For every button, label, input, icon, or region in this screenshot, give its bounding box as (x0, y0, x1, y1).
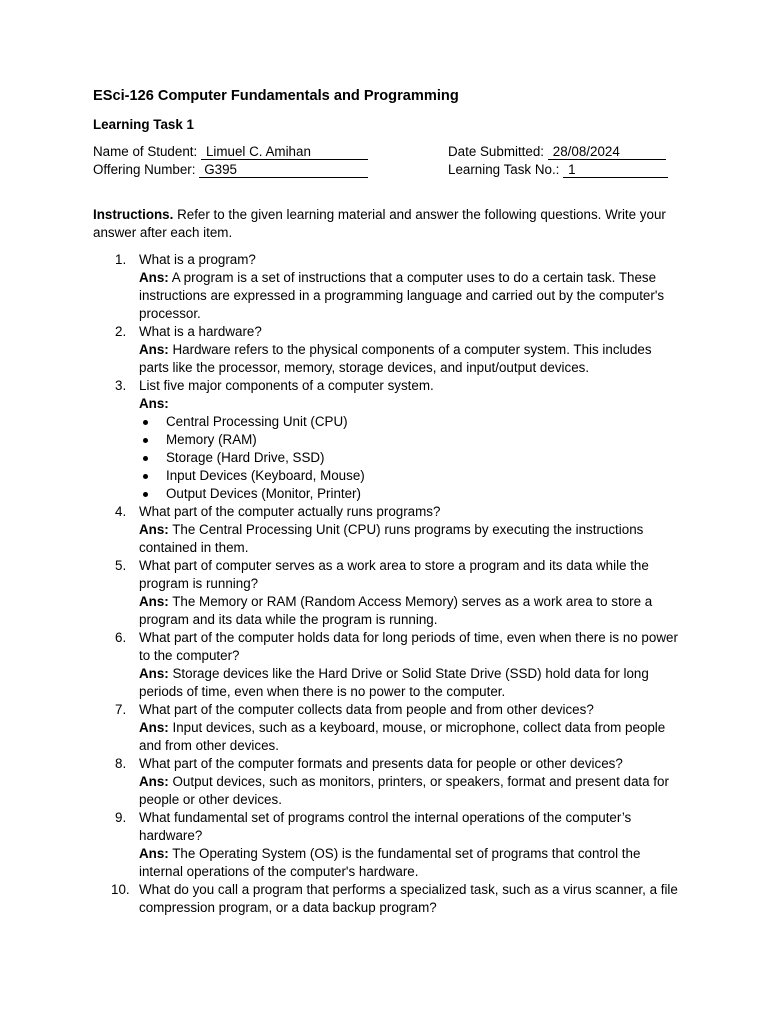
instructions (93, 206, 683, 242)
question-item (93, 377, 683, 503)
answer-text: The Operating System (OS) is the fundamental set of programs that control the internal operations of the computer's hardware. (139, 846, 641, 879)
answer (139, 845, 683, 881)
student-name-field (93, 143, 368, 161)
answer (139, 719, 683, 755)
question-text: What fundamental set of programs control the internal operations of the computer’s hardware? (139, 810, 632, 843)
answer-text: The Memory or RAM (Random Access Memory) serves as a work area to store a program and its data while the program is running. (139, 594, 653, 627)
question-item (93, 251, 683, 323)
list-item (139, 449, 683, 467)
answer (139, 341, 683, 377)
list-item (139, 413, 683, 431)
bullet-icon (143, 420, 148, 425)
list-item-text: Central Processing Unit (CPU) (166, 414, 348, 429)
answer-label: Ans: (139, 720, 169, 735)
question-item (93, 809, 683, 881)
question-text: What is a hardware? (139, 324, 262, 339)
question-item (93, 629, 683, 701)
answer-text: Input devices, such as a keyboard, mouse, or microphone, collect data from people and from other devices. (139, 720, 666, 753)
question-item (93, 323, 683, 377)
answer (139, 521, 683, 557)
date-submitted-value: 28/08/2024 (548, 144, 666, 160)
answer-label: Ans: (139, 666, 169, 681)
list-item (139, 467, 683, 485)
offering-number-value: G395 (199, 162, 368, 178)
answer (139, 395, 683, 413)
question-text: What part of the computer formats and presents data for people or other devices? (139, 756, 623, 771)
learning-task-no-label: Learning Task No.: (448, 162, 560, 177)
answer (139, 269, 683, 323)
component-list (139, 413, 683, 503)
question-number: 7. (115, 702, 127, 717)
date-submitted-field (448, 143, 666, 161)
question-item (93, 557, 683, 629)
list-item-text: Input Devices (Keyboard, Mouse) (166, 468, 365, 483)
answer-text: Output devices, such as monitors, printers, or speakers, format and present data for people or other devices. (139, 774, 669, 807)
answer-text: Storage devices like the Hard Drive or Solid State Drive (SSD) hold data for long periods of time, even when there is no power to the computer. (139, 666, 649, 699)
learning-task-no-value: 1 (563, 162, 668, 178)
question-text: What part of the computer actually runs programs? (139, 504, 441, 519)
question-text: What part of computer serves as a work area to store a program and its data while the program is running? (139, 558, 649, 591)
list-item-text: Output Devices (Monitor, Printer) (166, 486, 361, 501)
question-number: 6. (115, 630, 127, 645)
instructions-label: Instructions. (93, 207, 174, 222)
student-name-label: Name of Student: (93, 144, 198, 159)
question-number: 8. (115, 756, 127, 771)
answer-label: Ans: (139, 270, 169, 285)
answer-label: Ans: (139, 594, 169, 609)
answer-label: Ans: (139, 342, 169, 357)
answer-label: Ans: (139, 774, 169, 789)
list-item-text: Memory (RAM) (166, 432, 257, 447)
question-text: What do you call a program that performs a specialized task, such as a virus scanner, a file compression program, or a data backup program? (139, 882, 678, 915)
answer-text: A program is a set of instructions that a computer uses to do a certain task. These instructions are expressed in a programming language and carried out by the computer's processor. (139, 270, 665, 321)
bullet-icon (143, 474, 148, 479)
bullet-icon (143, 492, 148, 497)
offering-number-label: Offering Number: (93, 162, 196, 177)
list-item (139, 431, 683, 449)
answer (139, 593, 683, 629)
question-text: What part of the computer collects data from people and from other devices? (139, 702, 594, 717)
question-item (93, 701, 683, 755)
list-item-text: Storage (Hard Drive, SSD) (166, 450, 325, 465)
answer-text: Hardware refers to the physical components of a computer system. This includes parts like the processor, memory, storage devices, and input/output devices. (139, 342, 652, 375)
task-title: Learning Task 1 (93, 117, 194, 132)
answer (139, 773, 683, 809)
answer-text: The Central Processing Unit (CPU) runs programs by executing the instructions contained in them. (139, 522, 644, 555)
question-item (93, 881, 683, 917)
learning-task-no-field (448, 161, 668, 179)
question-list (93, 251, 683, 917)
question-number: 1. (115, 252, 127, 267)
student-name-value: Limuel C. Amihan (201, 144, 368, 160)
answer-label: Ans: (139, 522, 169, 537)
question-number: 4. (115, 504, 127, 519)
bullet-icon (143, 438, 148, 443)
answer (139, 665, 683, 701)
question-item (93, 755, 683, 809)
course-title: ESci-126 Computer Fundamentals and Programming (93, 88, 459, 104)
answer-label: Ans: (139, 846, 169, 861)
question-item (93, 503, 683, 557)
question-text: What is a program? (139, 252, 256, 267)
offering-number-field (93, 161, 368, 179)
date-submitted-label: Date Submitted: (448, 144, 545, 159)
question-number: 5. (115, 558, 127, 573)
question-number: 3. (115, 378, 127, 393)
question-text: What part of the computer holds data for long periods of time, even when there is no power to the computer? (139, 630, 678, 663)
question-number: 10. (111, 882, 130, 897)
question-text: List five major components of a computer system. (139, 378, 434, 393)
bullet-icon (143, 456, 148, 461)
question-number: 9. (115, 810, 127, 825)
list-item (139, 485, 683, 503)
answer-label: Ans: (139, 396, 169, 411)
question-number: 2. (115, 324, 127, 339)
instructions-text: Refer to the given learning material and answer the following questions. Write your answer after each item. (93, 207, 666, 240)
